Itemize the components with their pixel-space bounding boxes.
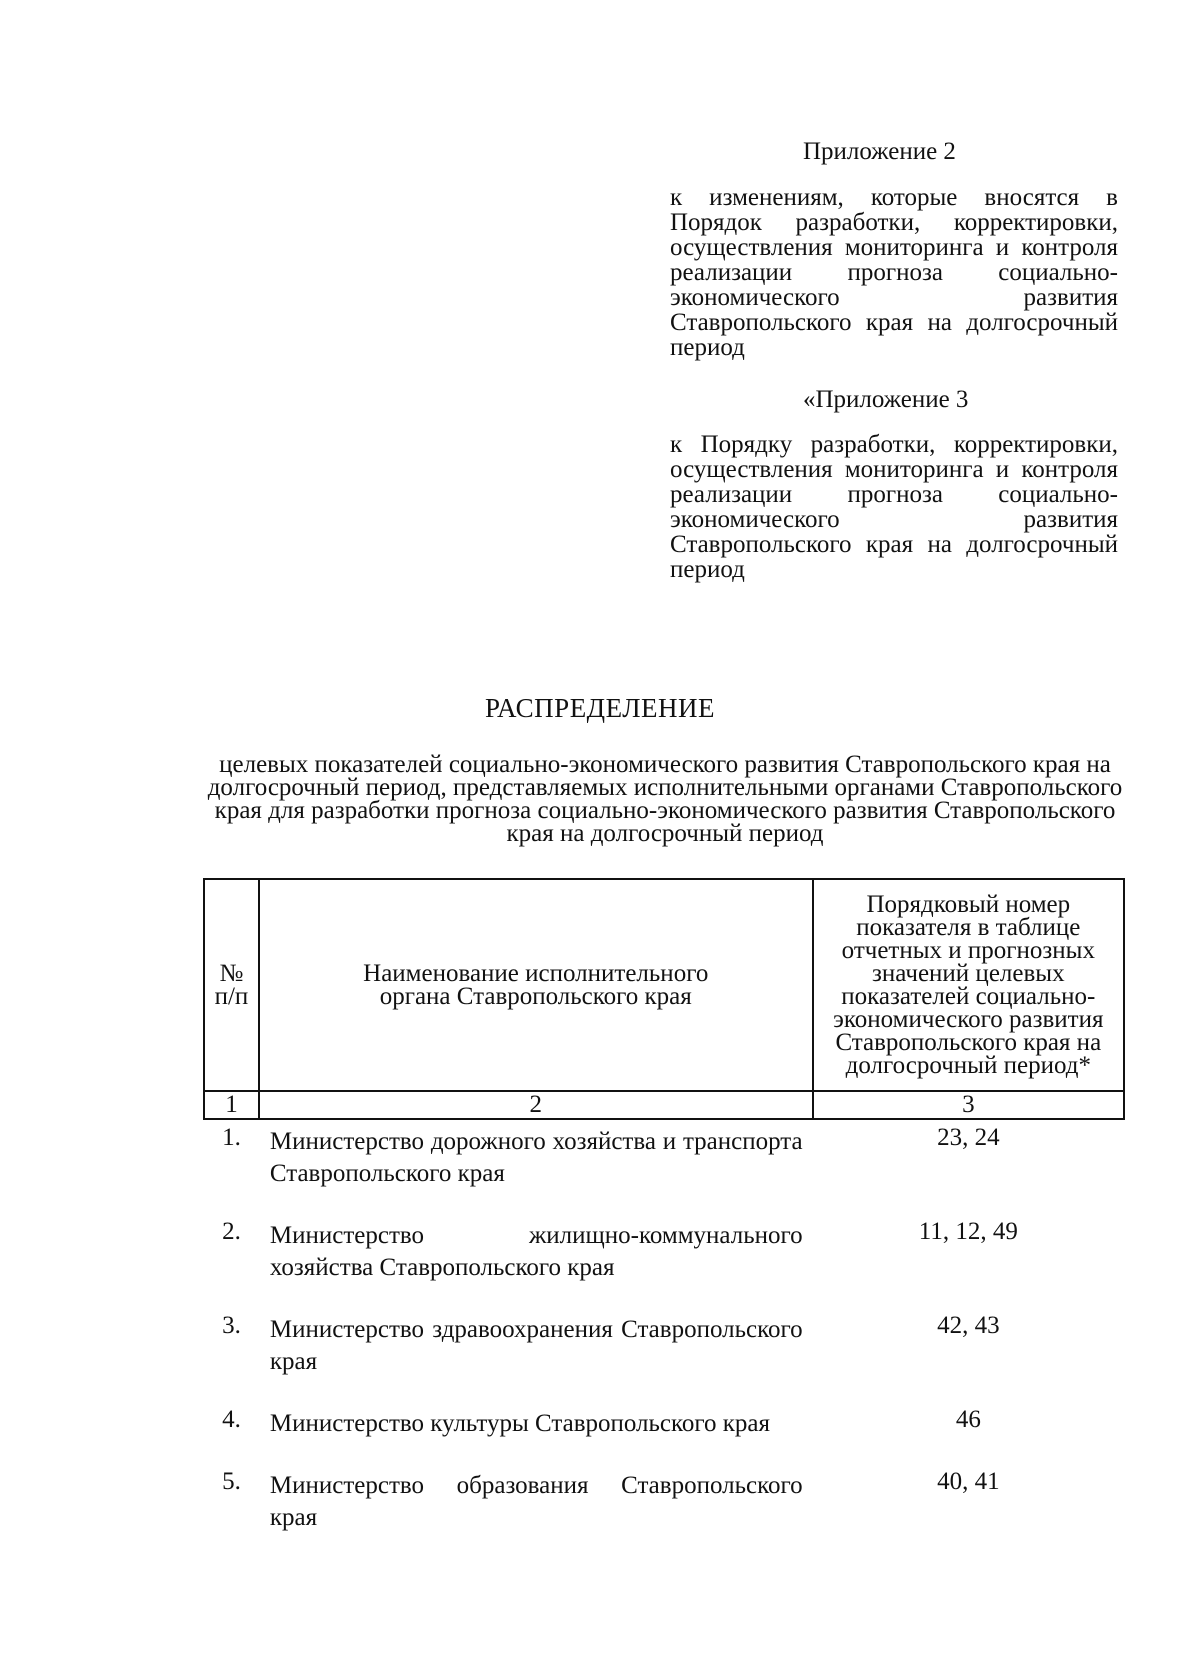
- indicator-numbers: 23, 24: [937, 1124, 1000, 1151]
- column-numbers-row: [204, 1091, 1124, 1119]
- indicator-numbers: 11, 12, 49: [918, 1218, 1018, 1245]
- appendix2-title: Приложение 2: [803, 138, 956, 165]
- indicator-numbers: 42, 43: [937, 1312, 1000, 1339]
- document-title: РАСПРЕДЕЛЕНИЕ: [484, 693, 716, 723]
- agency-name: Министерство культуры Ставропольского края: [269, 1410, 771, 1437]
- row-number: 5.: [222, 1468, 241, 1495]
- indicator-numbers: 46: [955, 1406, 981, 1433]
- row-number: 2.: [222, 1218, 241, 1245]
- indicator-numbers: 40, 41: [937, 1468, 1000, 1495]
- table-row: [204, 1119, 1124, 1220]
- table-row: [204, 1314, 1124, 1408]
- agency-name: Министерство жилищно-коммунального хозяйства Ставропольского края: [269, 1222, 803, 1281]
- table-row: [204, 1408, 1124, 1470]
- header-agency-name: Наименование исполнительного органа Ставропольского края: [259, 879, 813, 1091]
- distribution-table: [203, 878, 1125, 1564]
- table-row: [204, 1470, 1124, 1564]
- appendix3-text: к Порядку разработки, корректировки, осуществления мониторинга и контроля реализации прогноза социально-экономического развития Ставропольского края на долгосрочный период: [670, 431, 1118, 583]
- document-subtitle: целевых показателей социально-экономического развития Ставропольского края на долгосрочный период, представляемых исполнительными органами Ставропольского края для разработки прогноза социально-экономического развития Ставропольского края на долгосрочный период: [207, 751, 1123, 847]
- column-number: 2: [259, 1091, 813, 1119]
- appendix3-title: «Приложение 3: [803, 386, 969, 413]
- row-number: 3.: [222, 1312, 241, 1339]
- column-number: 3: [813, 1091, 1124, 1119]
- header-number: № п/п: [204, 879, 259, 1091]
- table-row: [204, 1220, 1124, 1314]
- agency-name: Министерство образования Ставропольского края: [269, 1472, 803, 1531]
- row-number: 4.: [222, 1406, 241, 1433]
- appendix2-text: к изменениям, которые вносятся в Порядок разработки, корректировки, осуществления мониторинга и контроля реализации прогноза социально-экономического развития Ставропольского края на долгосрочный период: [670, 184, 1118, 361]
- agency-name: Министерство дорожного хозяйства и транспорта Ставропольского края: [269, 1128, 803, 1187]
- row-number: 1.: [222, 1124, 241, 1151]
- column-number: 1: [204, 1091, 259, 1119]
- table-header-row: [204, 879, 1124, 1091]
- header-indicator-number: Порядковый номер показателя в таблице отчетных и прогнозных значений целевых показателей социально-экономического развития Ставропольского края на долгосрочный период*: [813, 879, 1124, 1091]
- agency-name: Министерство здравоохранения Ставропольского края: [269, 1316, 803, 1375]
